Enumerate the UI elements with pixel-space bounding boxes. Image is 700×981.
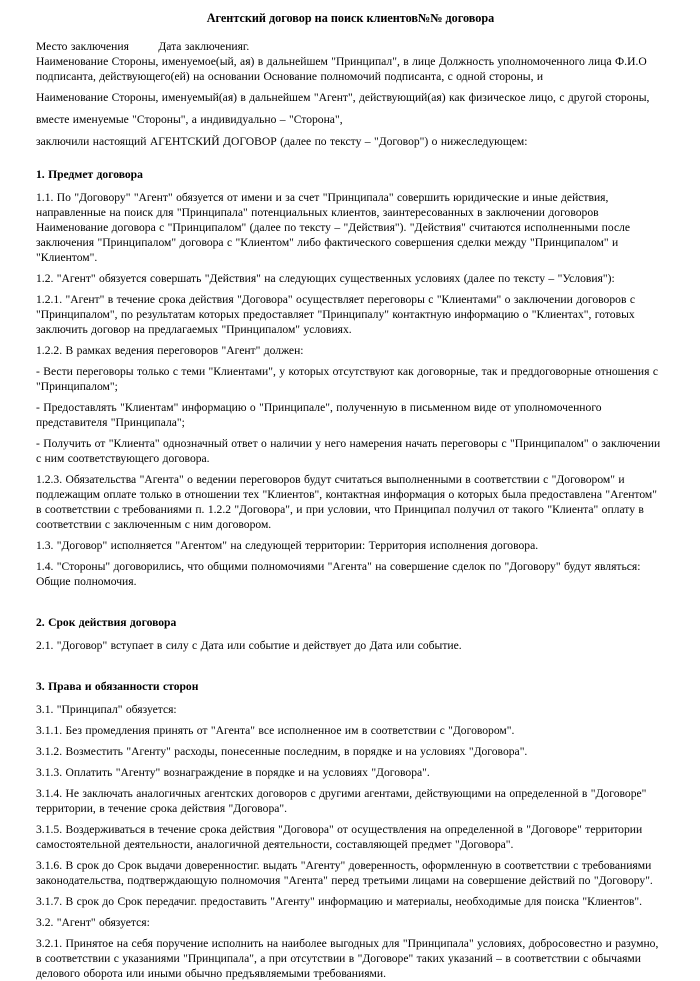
principal-party-paragraph: Наименование Стороны, именуемое(ый, ая) в дальнейшем "Принципал", в лице Должность уполномоченного лица Ф.И.О подписанта, действующего(ей) на основании Основание полномочий подписанта, с одной стороны, и: [36, 55, 647, 83]
document-title: Агентский договор на поиск клиентов№№ договора: [206, 11, 495, 25]
section-1-heading: 1. Предмет договора: [36, 168, 143, 181]
section-3-heading: 3. Права и обязанности сторон: [36, 680, 199, 693]
clause-2-1: 2.1. "Договор" вступает в силу с Дата или событие и действует до Дата или событие.: [36, 639, 462, 652]
clause-1-2-1: 1.2.1. "Агент" в течение срока действия "Договора" осуществляет переговоры с "Клиентами" о заключении договоров с "Принципалом", по результатам которых предоставляет "Принципалу" контактную информацию о "Клиентах", готовых заключить договор на предлагаемых "Принципалом" условиях.: [36, 293, 635, 336]
clause-1-4: 1.4. "Стороны" договорились, что общими полномочиями "Агента" на совершение сделок по "Договору" будут являться: Общие полномочия.: [36, 560, 641, 588]
clause-1-3: 1.3. "Договор" исполняется "Агентом" на следующей территории: Территория исполнения договора.: [36, 539, 539, 552]
clause-3-1-7: 3.1.7. В срок до Срок передачиг. предоставить "Агенту" информацию и материалы, необходимые для поиска "Клиентов".: [36, 895, 642, 908]
clause-3-1-2: 3.1.2. Возместить "Агенту" расходы, понесенные последним, в порядке и на условиях "Договора".: [36, 745, 528, 758]
clause-1-2-3: 1.2.3. Обязательства "Агента" о ведении переговоров будут считаться выполненными в соответствии с "Договором" и подлежащим оплате только в отношении тех "Клиентов", контактная информация о которых была предоставлена "Агентом" в соответствии с требованиями п. 1.2.2 "Договора", и при условии, что Принципал получил от такого "Клиента" оплату в соответствии с заключенным с ним договором.: [36, 473, 657, 531]
clause-1-2-2-item-2: - Предоставлять "Клиентам" информацию о "Принципале", полученную в письменном виде от уполномоченного представителя "Принципала";: [36, 401, 602, 429]
clause-3-1-1: 3.1.1. Без промедления принять от "Агента" все исполненное им в соответствии с "Договором".: [36, 724, 515, 737]
clause-3-2: 3.2. "Агент" обязуется:: [36, 916, 150, 929]
clause-1-2: 1.2. "Агент" обязуется совершать "Действия" на следующих существенных условиях (далее по тексту – "Условия"):: [36, 272, 615, 285]
clause-1-2-2-item-3: - Получить от "Клиента" однозначный ответ о наличии у него намерения начать переговоры с "Принципалом" о заключении с ним соответствующего договора.: [36, 437, 661, 465]
clause-3-2-1: 3.2.1. Принятое на себя поручение исполнить на наиболее выгодных для "Принципала" условиях, добросовестно и разумно, в соответствии с указаниями "Принципала", а при отсутствии в "Договоре" таких указаний – в соответствии с обычаями делового оборота или иными обычно предъявляемыми требованиями.: [36, 937, 659, 980]
contract-conclusion-paragraph: заключили настоящий АГЕНТСКИЙ ДОГОВОР (далее по тексту – "Договор") о нижеследующем:: [36, 135, 528, 148]
date-of-conclusion: Дата заключенияг.: [158, 40, 250, 53]
clause-3-1-6: 3.1.6. В срок до Срок выдачи доверенностиг. выдать "Агенту" доверенность, оформленную в соответствии с требованиями законодательства, подтверждающую полномочия "Агента" перед третьими лицами на совершение действий по "Договору".: [36, 859, 653, 887]
clause-3-1-5: 3.1.5. Воздерживаться в течение срока действия "Договора" от осуществления на определенной в "Договоре" территории самостоятельной деятельности, аналогичной деятельности, составляющей предмет "Договора".: [36, 823, 643, 851]
clause-3-1: 3.1. "Принципал" обязуется:: [36, 703, 177, 716]
clause-1-2-2: 1.2.2. В рамках ведения переговоров "Агент" должен:: [36, 344, 304, 357]
parties-naming-paragraph: вместе именуемые "Стороны", а индивидуально – "Сторона",: [36, 113, 343, 126]
clause-3-1-4: 3.1.4. Не заключать аналогичных агентских договоров с другими агентами, действующими на определенной в "Договоре" территории, в течение срока действия "Договора".: [36, 787, 647, 815]
section-2-heading: 2. Срок действия договора: [36, 616, 177, 629]
place-of-conclusion: Место заключения: [36, 40, 129, 53]
clause-1-1: 1.1. По "Договору" "Агент" обязуется от имени и за счет "Принципала" совершить юридические и иные действия, направленные на поиск для "Принципала" потенциальных клиентов, заинтересованных в заключении договоров Наименование договора с "Принципалом" (далее по тексту – "Действия"). "Действия" считаются исполненными после заключения "Принципалом" договора с "Клиентом" либо фактического совершения сделки между "Принципалом" и "Клиентом".: [36, 191, 631, 264]
agent-party-paragraph: Наименование Стороны, именуемый(ая) в дальнейшем "Агент", действующий(ая) как физическое лицо, с другой стороны,: [36, 91, 650, 104]
place-date-line: [36, 39, 665, 54]
intro-block: [36, 39, 665, 149]
clause-3-1-3: 3.1.3. Оплатить "Агенту" вознаграждение в порядке и на условиях "Договора".: [36, 766, 430, 779]
clause-1-2-2-item-1: - Вести переговоры только с теми "Клиентами", у которых отсутствуют как договорные, так и преддоговорные отношения с "Принципалом";: [36, 365, 659, 393]
